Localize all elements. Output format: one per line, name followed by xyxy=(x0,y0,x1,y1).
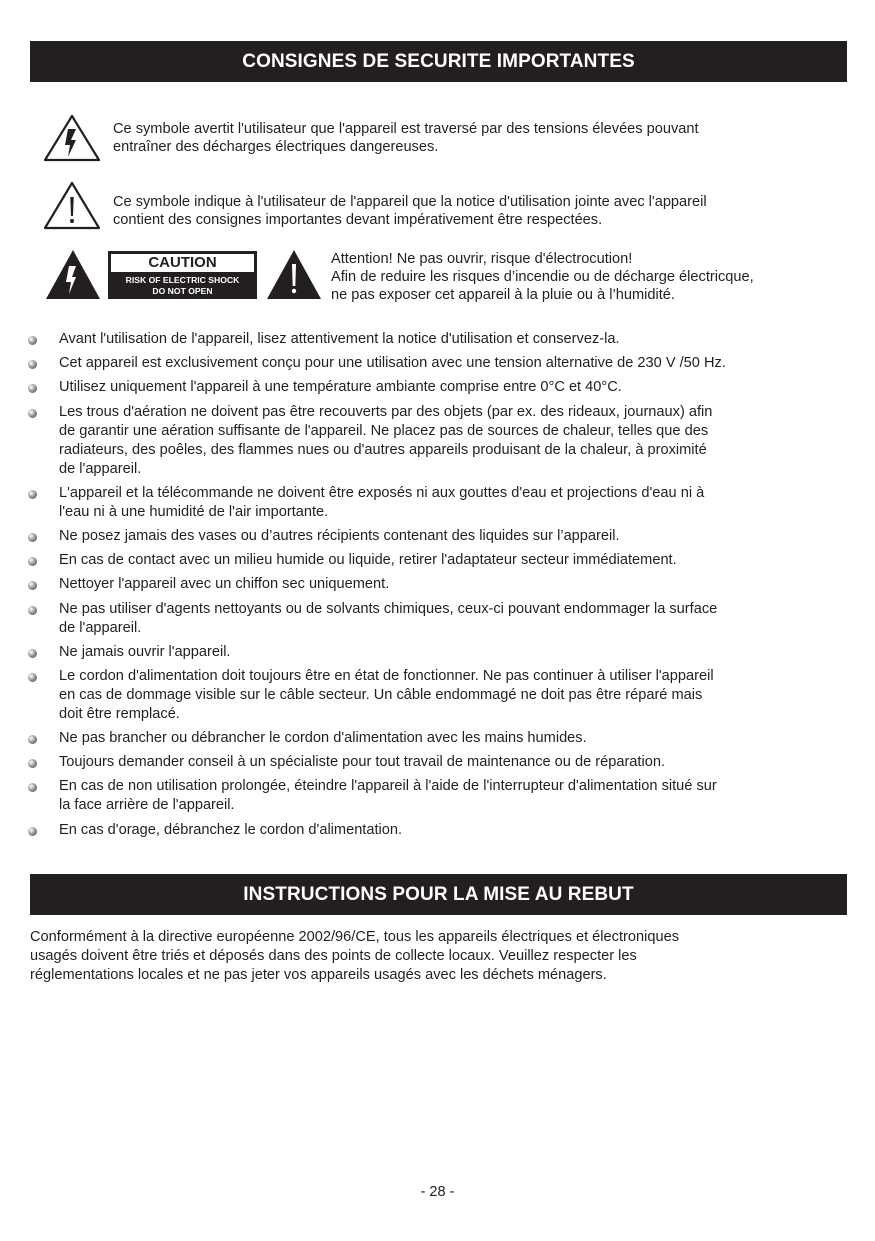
bullet-icon xyxy=(28,409,37,418)
list-item xyxy=(28,600,828,638)
list-item-text: Ne posez jamais des vases ou d’autres récipients contenant des liquides sur l’appareil. xyxy=(59,527,620,544)
exclamation-symbol-description: Ce symbole indique à l'utilisateur de l'appareil que la notice d'utilisation jointe avec l'appareil contient des consignes importantes devant impérativement être respectées. xyxy=(113,194,707,228)
list-item-text: doit être remplacé. xyxy=(59,705,180,722)
list-item xyxy=(28,330,828,349)
list-item-text: L'appareil et la télécommande ne doivent être exposés ni aux gouttes d'eau et projections d'eau ni à xyxy=(59,484,705,501)
list-item-text: Ne pas utiliser d'agents nettoyants ou de solvants chimiques, ceux-ci pouvant endommager la surface xyxy=(59,600,718,617)
safety-section-title: CONSIGNES DE SECURITE IMPORTANTES xyxy=(30,41,847,82)
list-item-text: Nettoyer l'appareil avec un chiffon sec uniquement. xyxy=(59,576,390,593)
bullet-icon xyxy=(28,360,37,369)
list-item-text: Ne jamais ouvrir l'appareil. xyxy=(59,643,231,660)
bullet-icon xyxy=(28,759,37,768)
filled-exclamation-warning-icon xyxy=(266,249,322,300)
list-item-text: Utilisez uniquement l'appareil à une température ambiante comprise entre 0°C et 40°C. xyxy=(59,379,622,396)
caution-risk-text: RISK OF ELECTRIC SHOCK xyxy=(125,275,240,285)
list-item-text: de l'appareil. xyxy=(59,619,142,636)
bullet-icon xyxy=(28,649,37,658)
list-item-text: Cet appareil est exclusivement conçu pour une utilisation avec une tension alternative de 230 V /50 Hz. xyxy=(59,355,726,372)
lightning-warning-icon xyxy=(42,113,102,163)
safety-instructions-list xyxy=(28,330,828,845)
bullet-icon xyxy=(28,783,37,792)
filled-lightning-warning-icon xyxy=(45,249,101,300)
list-item-text: Avant l'utilisation de l'appareil, lisez attentivement la notice d'utilisation et conservez-la. xyxy=(59,331,620,347)
list-item-text: En cas de non utilisation prolongée, éteindre l'appareil à l'aide de l'interrupteur d'alimentation situé sur xyxy=(59,778,717,795)
disposal-paragraph: Conformément à la directive européenne 2002/96/CE, tous les appareils électriques et électroniques usagés doivent être triés et déposés dans des points de collecte locaux. Veuillez respecter les réglementations locales et ne pas jeter vos appareils usagés avec les déchets ménagers. xyxy=(30,929,679,983)
list-item xyxy=(28,729,828,748)
caution-description: Attention! Ne pas ouvrir, risque d'électrocution! Afin de reduire les risques d’incendie ou de décharge électricque, ne pas exposer cet appareil à la pluie ou à l’humidité. xyxy=(331,251,754,303)
list-item-text: en cas de dommage visible sur le câble secteur. Un câble endommagé ne doit pas être réparé mais xyxy=(59,686,703,703)
list-item xyxy=(28,551,828,570)
bullet-icon xyxy=(28,490,37,499)
list-item xyxy=(28,753,828,772)
caution-title: CAUTION xyxy=(111,254,254,272)
page-number: - 28 - xyxy=(420,1184,455,1200)
list-item-text: de l'appareil. xyxy=(59,460,142,477)
list-item-text: de garantir une aération suffisante de l'appareil. Ne placez pas de sources de chaleur, telles que des xyxy=(59,422,709,439)
bullet-icon xyxy=(28,606,37,615)
exclamation-warning-icon xyxy=(42,180,102,232)
list-item-text: la face arrière de l'appareil. xyxy=(59,797,235,814)
list-item xyxy=(28,575,828,594)
list-item xyxy=(28,667,828,724)
bullet-icon xyxy=(28,557,37,566)
list-item xyxy=(28,403,828,479)
list-item-text: Le cordon d'alimentation doit toujours être en état de fonctionner. Ne pas continuer à utiliser l'appareil xyxy=(59,667,714,684)
bullet-icon xyxy=(28,673,37,682)
list-item xyxy=(28,378,828,397)
list-item xyxy=(28,484,828,522)
lightning-symbol-description: Ce symbole avertit l'utilisateur que l'appareil est traversé par des tensions élevées pouvant entraîner des décharges électriques dangereuses. xyxy=(113,121,699,155)
bullet-icon xyxy=(28,827,37,836)
list-item-text: l'eau ni à une humidité de l'air importante. xyxy=(59,503,329,520)
bullet-icon xyxy=(28,384,37,393)
bullet-icon xyxy=(28,533,37,542)
bullet-icon xyxy=(28,336,37,345)
caution-do-not-open-text: DO NOT OPEN xyxy=(152,286,213,296)
list-item xyxy=(28,643,828,662)
list-item-text: Ne pas brancher ou débrancher le cordon d'alimentation avec les mains humides. xyxy=(59,730,587,747)
list-item xyxy=(28,777,828,815)
list-item-text: En cas de contact avec un milieu humide ou liquide, retirer l'adaptateur secteur immédiatement. xyxy=(59,552,677,569)
bullet-icon xyxy=(28,735,37,744)
disposal-section-title: INSTRUCTIONS POUR LA MISE AU REBUT xyxy=(30,874,847,915)
list-item xyxy=(28,527,828,546)
caution-label xyxy=(108,251,257,299)
list-item xyxy=(28,354,828,373)
list-item-text: radiateurs, des poêles, des flammes nues ou d'autres appareils produisant de la chaleur, à proximité xyxy=(59,441,707,458)
bullet-icon xyxy=(28,581,37,590)
list-item-text: Les trous d'aération ne doivent pas être recouverts par des objets (par ex. des rideaux, journaux) afin xyxy=(59,403,713,420)
list-item-text: Toujours demander conseil à un spécialiste pour tout travail de maintenance ou de réparation. xyxy=(59,754,666,771)
list-item xyxy=(28,821,828,840)
list-item-text: En cas d'orage, débranchez le cordon d'alimentation. xyxy=(59,821,403,838)
